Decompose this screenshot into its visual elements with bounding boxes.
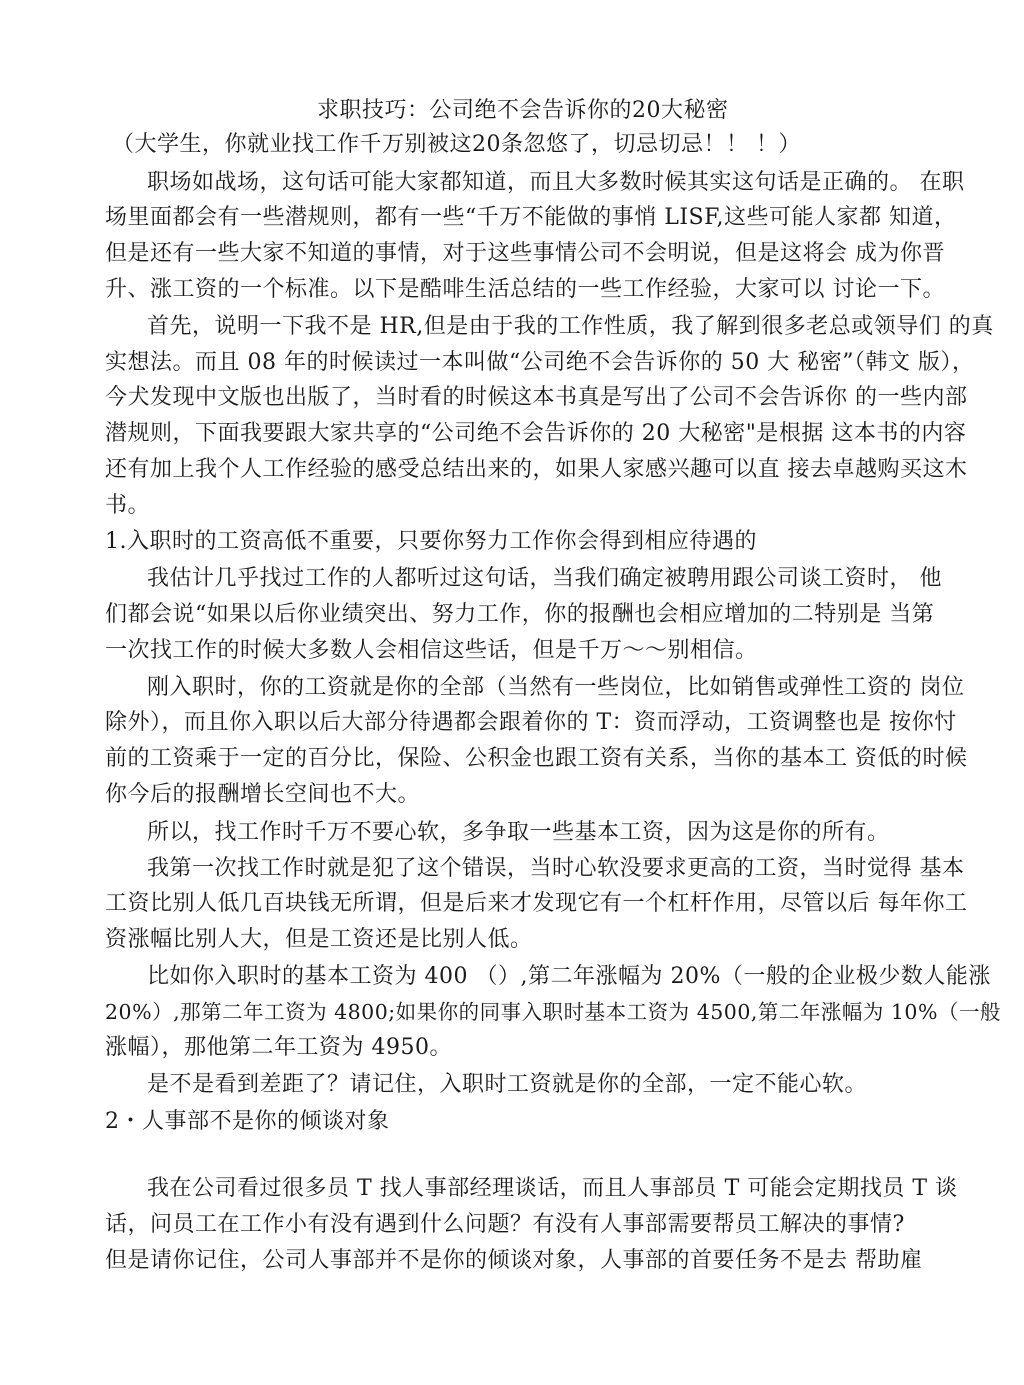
text-line: 还有加上我个人工作经验的感受总结出来的，如果人家感兴趣可以直 接去卓越购买这木 [105,457,968,482]
text-line: 潜规则，下面我要跟大家共享的“公司绝不会告诉你的 20 大秘密"是根据 这本书的内容 [105,421,967,446]
text-line: 但是请你记住，公司人事部并不是你的倾谈对象，人事部的首要任务不是去 帮助雇 [105,1248,923,1273]
text-line: 书。 [105,493,151,518]
text-line: 除外），而且你入职以后大部分待遇都会跟着你的 T：资而浮动，工资调整也是 按你忖 [105,710,957,735]
text-line: 职场如战场，这句话可能大家都知道，而且大多数时候其实这句话是正确的。 在职 [147,170,965,195]
text-line: 刚入职时，你的工资就是你的全部（当然有一些岗位，比如销售或弹性工资的 岗位 [147,675,965,700]
text-line: 今犬发现中文版也出版了，当时看的时候这本书真是写出了公司不会告诉你 的一些内部 [105,385,968,410]
section-heading: 2・人事部不是你的倾谈对象 [105,1109,390,1134]
text-line: 实想法。而且 08 年的时候读过一本叫做“公司绝不会告诉你的 50 大 秘密”（韩文 版）， [105,350,975,375]
document-subtitle: （大学生，你就业找工作千万别被这20条忽悠了，切忌切忌！！ ！） [112,132,801,157]
text-line: 一次找工作的时候大多数人会相信这些话，但是千万～～别相信。 [105,638,758,663]
text-line: 首先，说明一下我不是 HR,但是由于我的工作性质，我了解到很多老总或领导们 的真 [147,314,994,339]
text-line: 20%）,那第二年工资为 4800;如果你的同事入职时基本工资为 4500,第二年涨幅为 10%（一般 [105,1000,1001,1024]
text-line: 们都会说“如果以后你业绩突出、努力工作，你的报酬也会相应增加的二特别是 当第 [105,602,935,627]
text-line: 你今后的报酬增长空间也不大。 [105,782,421,807]
text-line: 涨幅），那他第二年工资为 4950。 [105,1035,452,1060]
text-line: 是不是看到差距了？请记住，入职时工资就是你的全部，一定不能心软。 [147,1072,868,1097]
text-line: 我第一次找工作时就是犯了这个错误，当时心软没要求更高的工资，当时觉得 基本 [147,856,965,881]
text-line: 但是还有一些大家不知道的事情，对于这些事情公司不会明说，但是这将会 成为你晋 [105,241,945,266]
text-line: 所以，找工作时千万不要心软，多争取一些基本工资，因为这是你的所有。 [147,820,890,845]
text-line: 工资比别人低几百块钱无所谓，但是后来才发现它有一个杠杆作用，尽管以后 每年你工 [105,891,968,916]
text-line: 场里面都会有一些潜规则，都有一些“千万不能做的事悄 LISF,这些可能人家都 知道， [105,205,957,230]
text-line: 我在公司看过很多员 T 找人事部经理谈话，而且人事部员 T 可能会定期找员 T 谈 [147,1176,958,1201]
document-title: 求职技巧：公司绝不会告诉你的20大秘密 [317,98,729,123]
text-line: 前的工资乘于一定的百分比，保险、公积金也跟工资有关系，当你的基本工 资低的时候 [105,746,968,771]
text-line: 我估计几乎找过工作的人都听过这句话，当我们确定被聘用跟公司谈工资时， 他 [147,566,942,591]
text-line: 比如你入职时的基本工资为 400 （）,第二年涨幅为 20%（一般的企业极少数人能涨 [147,964,991,989]
text-line: 资涨幅比别人大，但是工资还是比别人低。 [105,927,533,952]
text-line: 升、涨工资的一个标准。以下是酷啡生活总结的一些工作经验，大家可以 讨论一下。 [105,277,945,302]
section-heading: 1.入职时的工资高低不重要，只要你努力工作你会得到相应待遇的 [105,529,757,554]
text-line: 话，问员工在工作小有没有遇到什么问题？有没有人事部需要帮员工解决的事情? [105,1212,905,1237]
